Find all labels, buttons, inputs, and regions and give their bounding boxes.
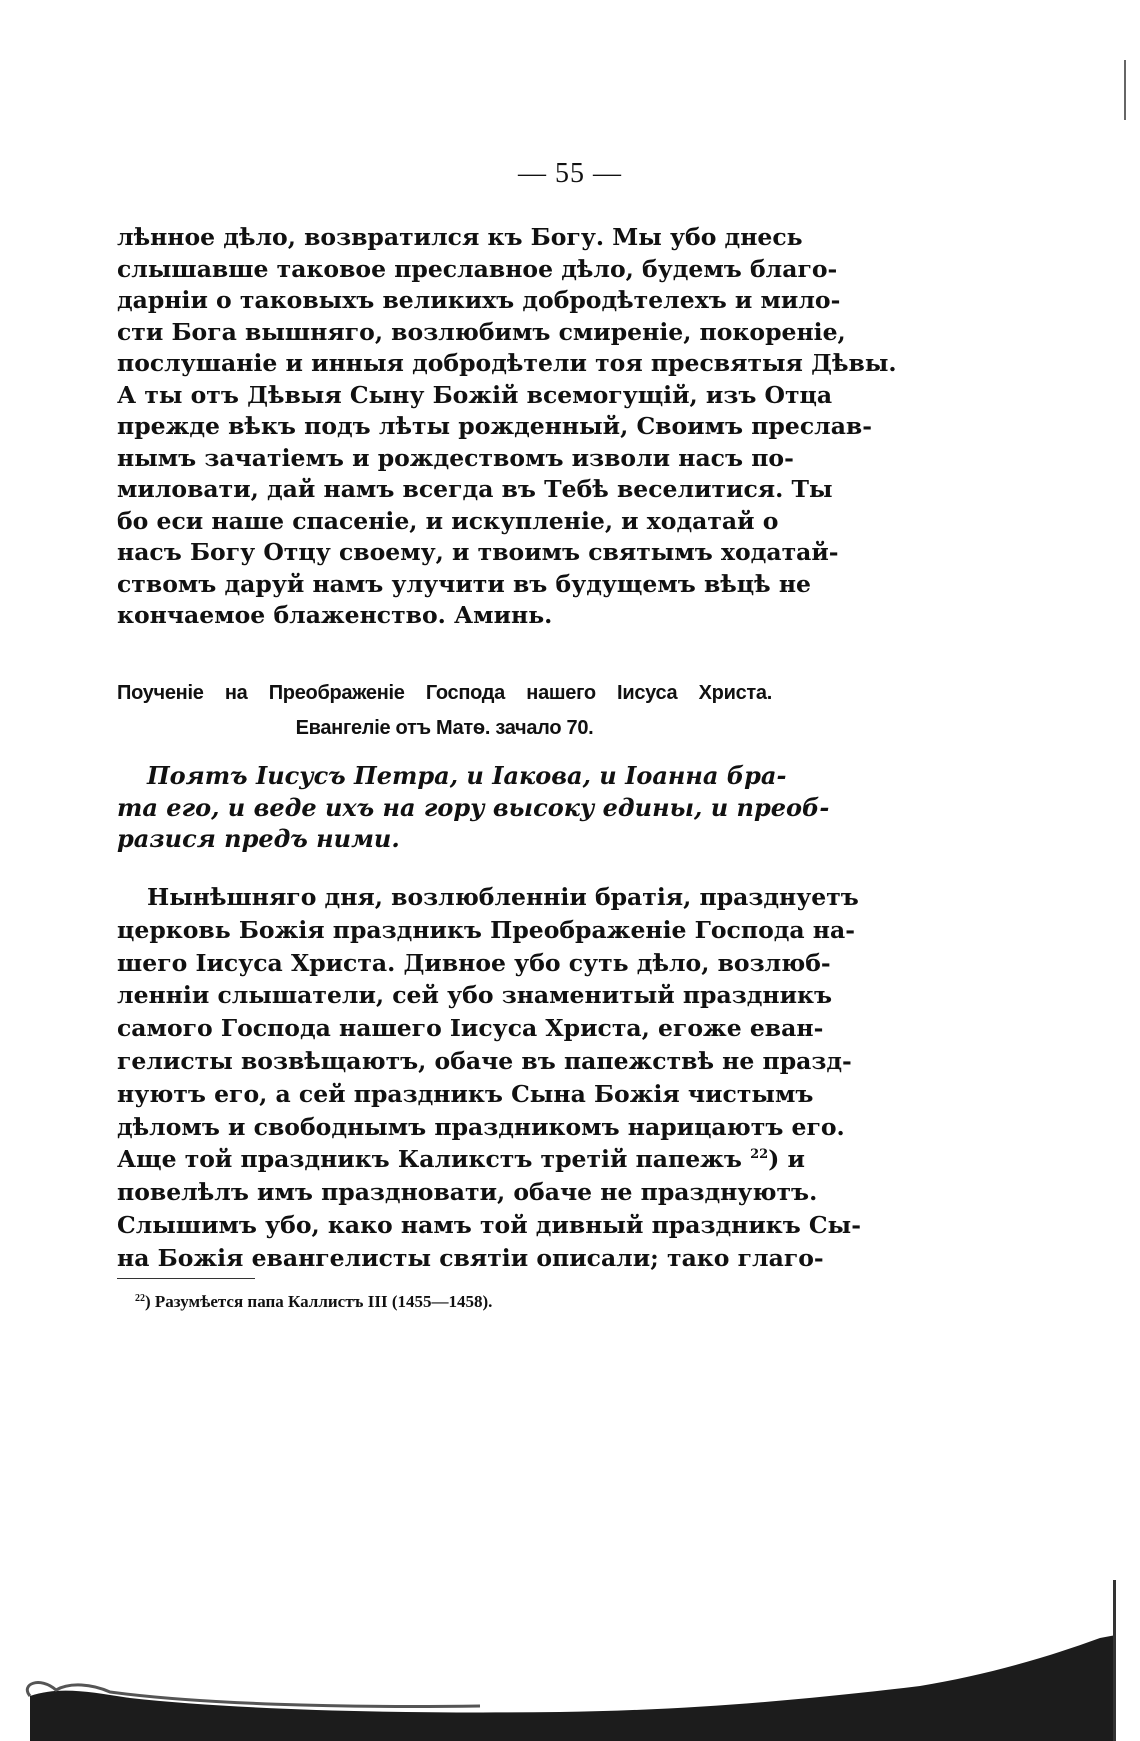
text-line-with-footnote-ref bbox=[117, 1143, 805, 1176]
text-line: сти Бога вышняго, возлюбимъ смиреніе, покореніе, bbox=[117, 317, 846, 346]
text-line: послушаніе и инныя добродѣтели тоя пресвятыя Дѣвы. bbox=[117, 349, 897, 377]
text-line: А ты отъ Дѣвыя Сыну Божій всемогущій, изъ Отца bbox=[117, 380, 833, 409]
text-line: прежде вѣкъ подъ лѣты рожденный, Своимъ преслав- bbox=[117, 412, 873, 440]
text-line: миловати, дай намъ всегда въ Тебѣ веселитися. Ты bbox=[117, 475, 833, 503]
heading-title: Поученіе на Преображеніе Господа нашего Іисуса Христа. bbox=[117, 682, 772, 704]
paragraph-1 bbox=[117, 222, 897, 632]
paragraph-2 bbox=[117, 881, 861, 1275]
text-line: насъ Богу Отцу своему, и твоимъ святымъ ходатай- bbox=[117, 538, 839, 566]
text-line: самого Господа нашего Іисуса Христа, егоже еван- bbox=[117, 1014, 824, 1043]
text-line: повелѣлъ имъ праздновати, обаче не празднуютъ. bbox=[117, 1178, 818, 1207]
footnote-number: 22 bbox=[135, 1293, 145, 1304]
scan-shadow bbox=[30, 1635, 1116, 1741]
text-line: гелисты возвѣщаютъ, обаче въ папежствѣ не празд- bbox=[117, 1046, 852, 1075]
scan-bottom-edge bbox=[0, 1460, 1140, 1741]
text-line: дарніи о таковыхъ великихъ добродѣтелехъ и мило- bbox=[117, 286, 841, 314]
page-number: — 55 — bbox=[518, 158, 622, 189]
text-line: кончаемое блаженство. Аминь. bbox=[117, 601, 553, 629]
epigraph-line: та его, и веде ихъ на гору высоку едины, и преоб- bbox=[117, 792, 830, 822]
text-line: лѣнное дѣло, возвратился къ Богу. Мы убо днесь bbox=[117, 223, 803, 251]
text-line: ленніи слышатели, сей убо знаменитый праздникъ bbox=[117, 981, 832, 1010]
epigraph bbox=[117, 760, 830, 855]
text-line: слышавше таковое преславное дѣло, будемъ благо- bbox=[117, 254, 838, 283]
text-line: нымъ зачатіемъ и рождествомъ изволи насъ по- bbox=[117, 443, 794, 472]
text-line: Слышимъ убо, како намъ той дивный праздникъ Сы- bbox=[117, 1210, 861, 1239]
text-line: Нынѣшняго дня, возлюбленніи братія, празднуетъ bbox=[147, 883, 859, 911]
text-segment: ) и bbox=[768, 1145, 805, 1174]
sermon-heading bbox=[117, 676, 772, 746]
footnote-reference[interactable]: 22 bbox=[750, 1147, 769, 1163]
text-line: бо еси наше спасеніе, и искупленіе, и ходатай о bbox=[117, 506, 779, 535]
footnote-divider bbox=[117, 1278, 255, 1279]
footnote bbox=[135, 1292, 492, 1312]
text-line: ствомъ даруй намъ улучити въ будущемъ вѣцѣ не bbox=[117, 569, 812, 598]
text-line: шего Іисуса Христа. Дивное убо суть дѣло, возлюб- bbox=[117, 948, 831, 977]
epigraph-line: разися предъ ними. bbox=[117, 824, 400, 853]
text-segment: Аще той праздникъ Каликстъ третій папежъ bbox=[117, 1145, 751, 1174]
scan-margin-mark bbox=[1124, 60, 1126, 120]
epigraph-line: Поятъ Іисусъ Петра, и Іакова, и Іоанна бра- bbox=[147, 761, 787, 790]
text-line: церковь Божія праздникъ Преображеніе Господа на- bbox=[117, 915, 855, 944]
text-line: на Божія евангелисты святіи описали; тако глаго- bbox=[117, 1243, 824, 1272]
scan-right-edge bbox=[1113, 1580, 1116, 1741]
text-line: нуютъ его, а сей праздникъ Сына Божія чистымъ bbox=[117, 1079, 814, 1108]
footnote-text: ) Разумѣется папа Каллистъ III (1455—1458). bbox=[145, 1292, 493, 1311]
heading-gospel-reference: Евангеліе отъ Матѳ. зачало 70. bbox=[295, 717, 594, 739]
text-line: дѣломъ и свободнымъ праздникомъ нарицаютъ его. bbox=[117, 1112, 845, 1141]
